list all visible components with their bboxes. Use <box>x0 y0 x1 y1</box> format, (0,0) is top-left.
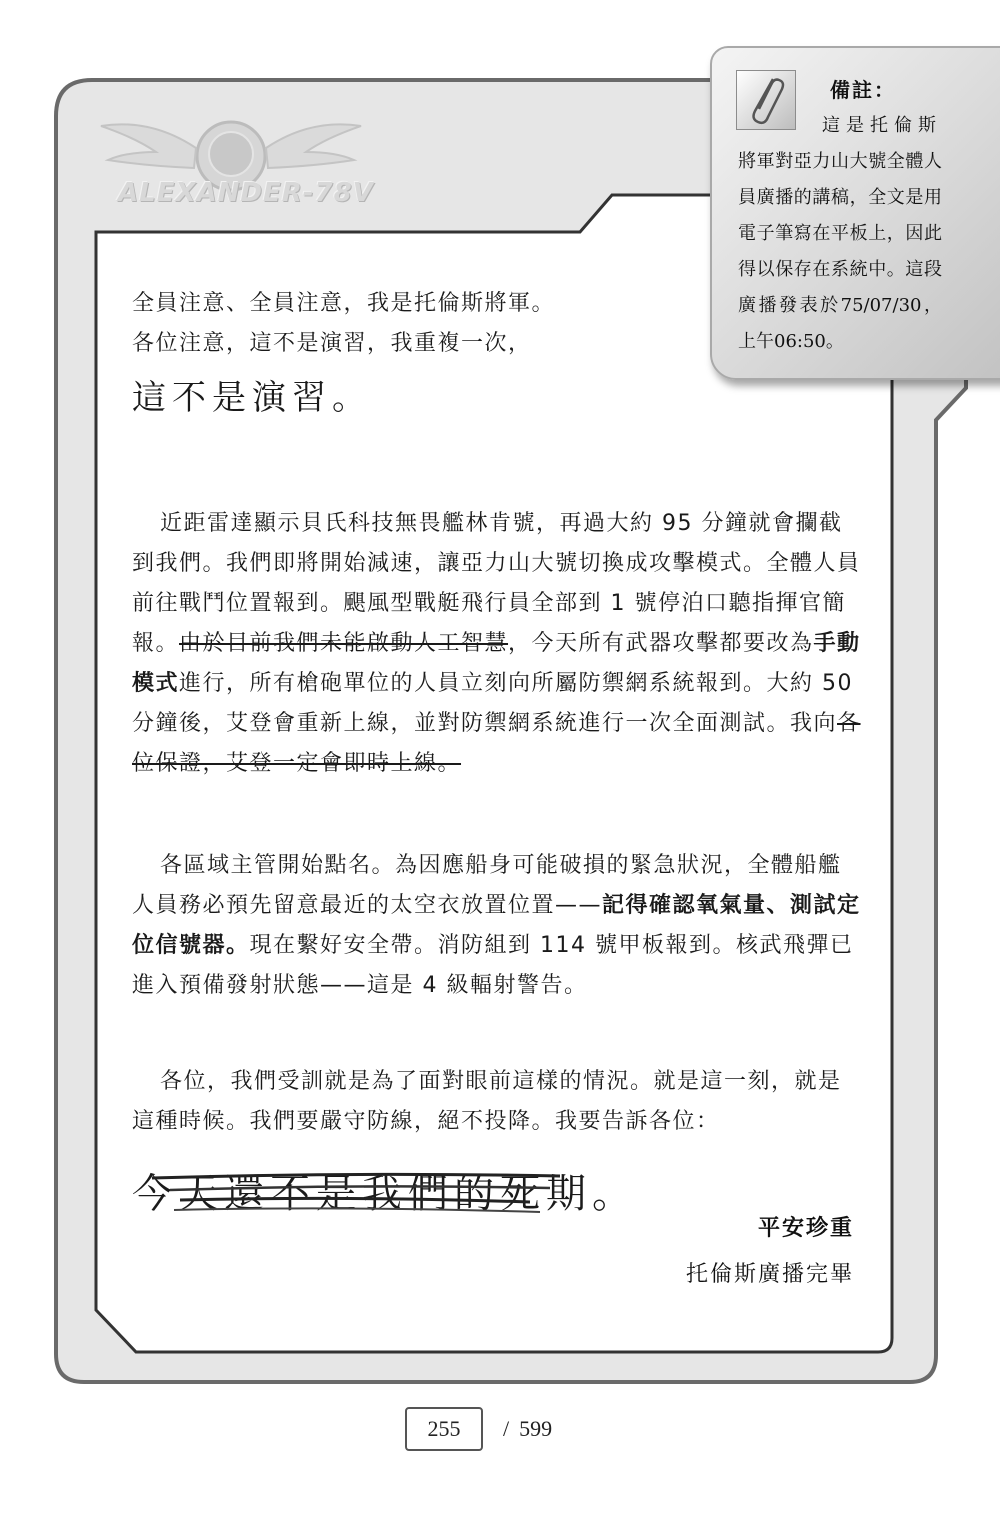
final-statement: 今天還不是我們的死期。 <box>132 1171 638 1217</box>
letter-emphasis: 這不是演習。 <box>132 378 372 418</box>
bold-text: 手動模式 <box>132 631 861 696</box>
signature-block <box>686 1206 854 1298</box>
letter-line-1: 全員注意、全員注意，我是托倫斯將軍。 <box>132 291 556 316</box>
paragraph-1: 近距雷達顯示貝氏科技無畏艦林肯號，再過大約 95 分鐘就會攔截到我們。我們即將開始減速，讓亞力山大號切換成攻擊模式。全體人員前往戰鬥位置報到。颶風型戰艇飛行員全部到 1 號停泊口聽指揮官簡報。由於目前我們未能啟動人工智慧，今天所有武器攻擊都要改為手動模式進行，所有槍砲單位的人員立刻向所屬防禦網系統報到。大約 50 分鐘後，艾登會重新上線，並對防禦網系統進行一次全面測試。我向各位保證，艾登一定會即時上線。 <box>132 511 861 776</box>
page-separator: / <box>503 1416 510 1441</box>
underline-scribbles <box>150 1170 570 1220</box>
note-title: 備註： <box>830 78 896 102</box>
side-note <box>710 46 1000 380</box>
current-page-input[interactable]: 255 <box>405 1407 483 1451</box>
logo-text: ALEXANDER-78V <box>118 178 374 208</box>
struck-text: 由於目前我們未能啟動人工智慧 <box>179 631 509 656</box>
page-indicator <box>405 1407 552 1451</box>
paragraph-3: 各位，我們受訓就是為了面對眼前這樣的情況。就是這一刻，就是這種時候。我們要嚴守防線，絕不投降。我要告訴各位： <box>132 1069 842 1134</box>
total-pages: 599 <box>519 1416 553 1441</box>
broadcast-letter <box>132 284 862 1226</box>
paragraph-2: 各區域主管開始點名。為因應船身可能破損的緊急狀況，全體船艦人員務必預先留意最近的太空衣放置位置——記得確認氧氣量、測試定位信號器。現在繫好安全帶。消防組到 114 號甲板報到。核武飛彈已進入預備發射狀態——這是 4 級輻射警告。 <box>132 853 861 998</box>
note-body: 這是托倫斯 將軍對亞力山大號全體人員廣播的講稿，全文是用電子筆寫在平板上，因此得以保存在系統中。這段廣播發表於75/07/30，上午06:50。 <box>738 115 942 352</box>
struck-text-2: 各位保證，艾登一定會即時上線。 <box>132 711 861 776</box>
letter-line-2: 各位注意，這不是演習，我重複一次， <box>132 331 532 356</box>
sign-off: 平安珍重 <box>757 1216 854 1241</box>
sign-name: 托倫斯廣播完畢 <box>685 1262 854 1287</box>
bold-text-2: 記得確認氧氣量、測試定位信號器。 <box>132 893 861 958</box>
